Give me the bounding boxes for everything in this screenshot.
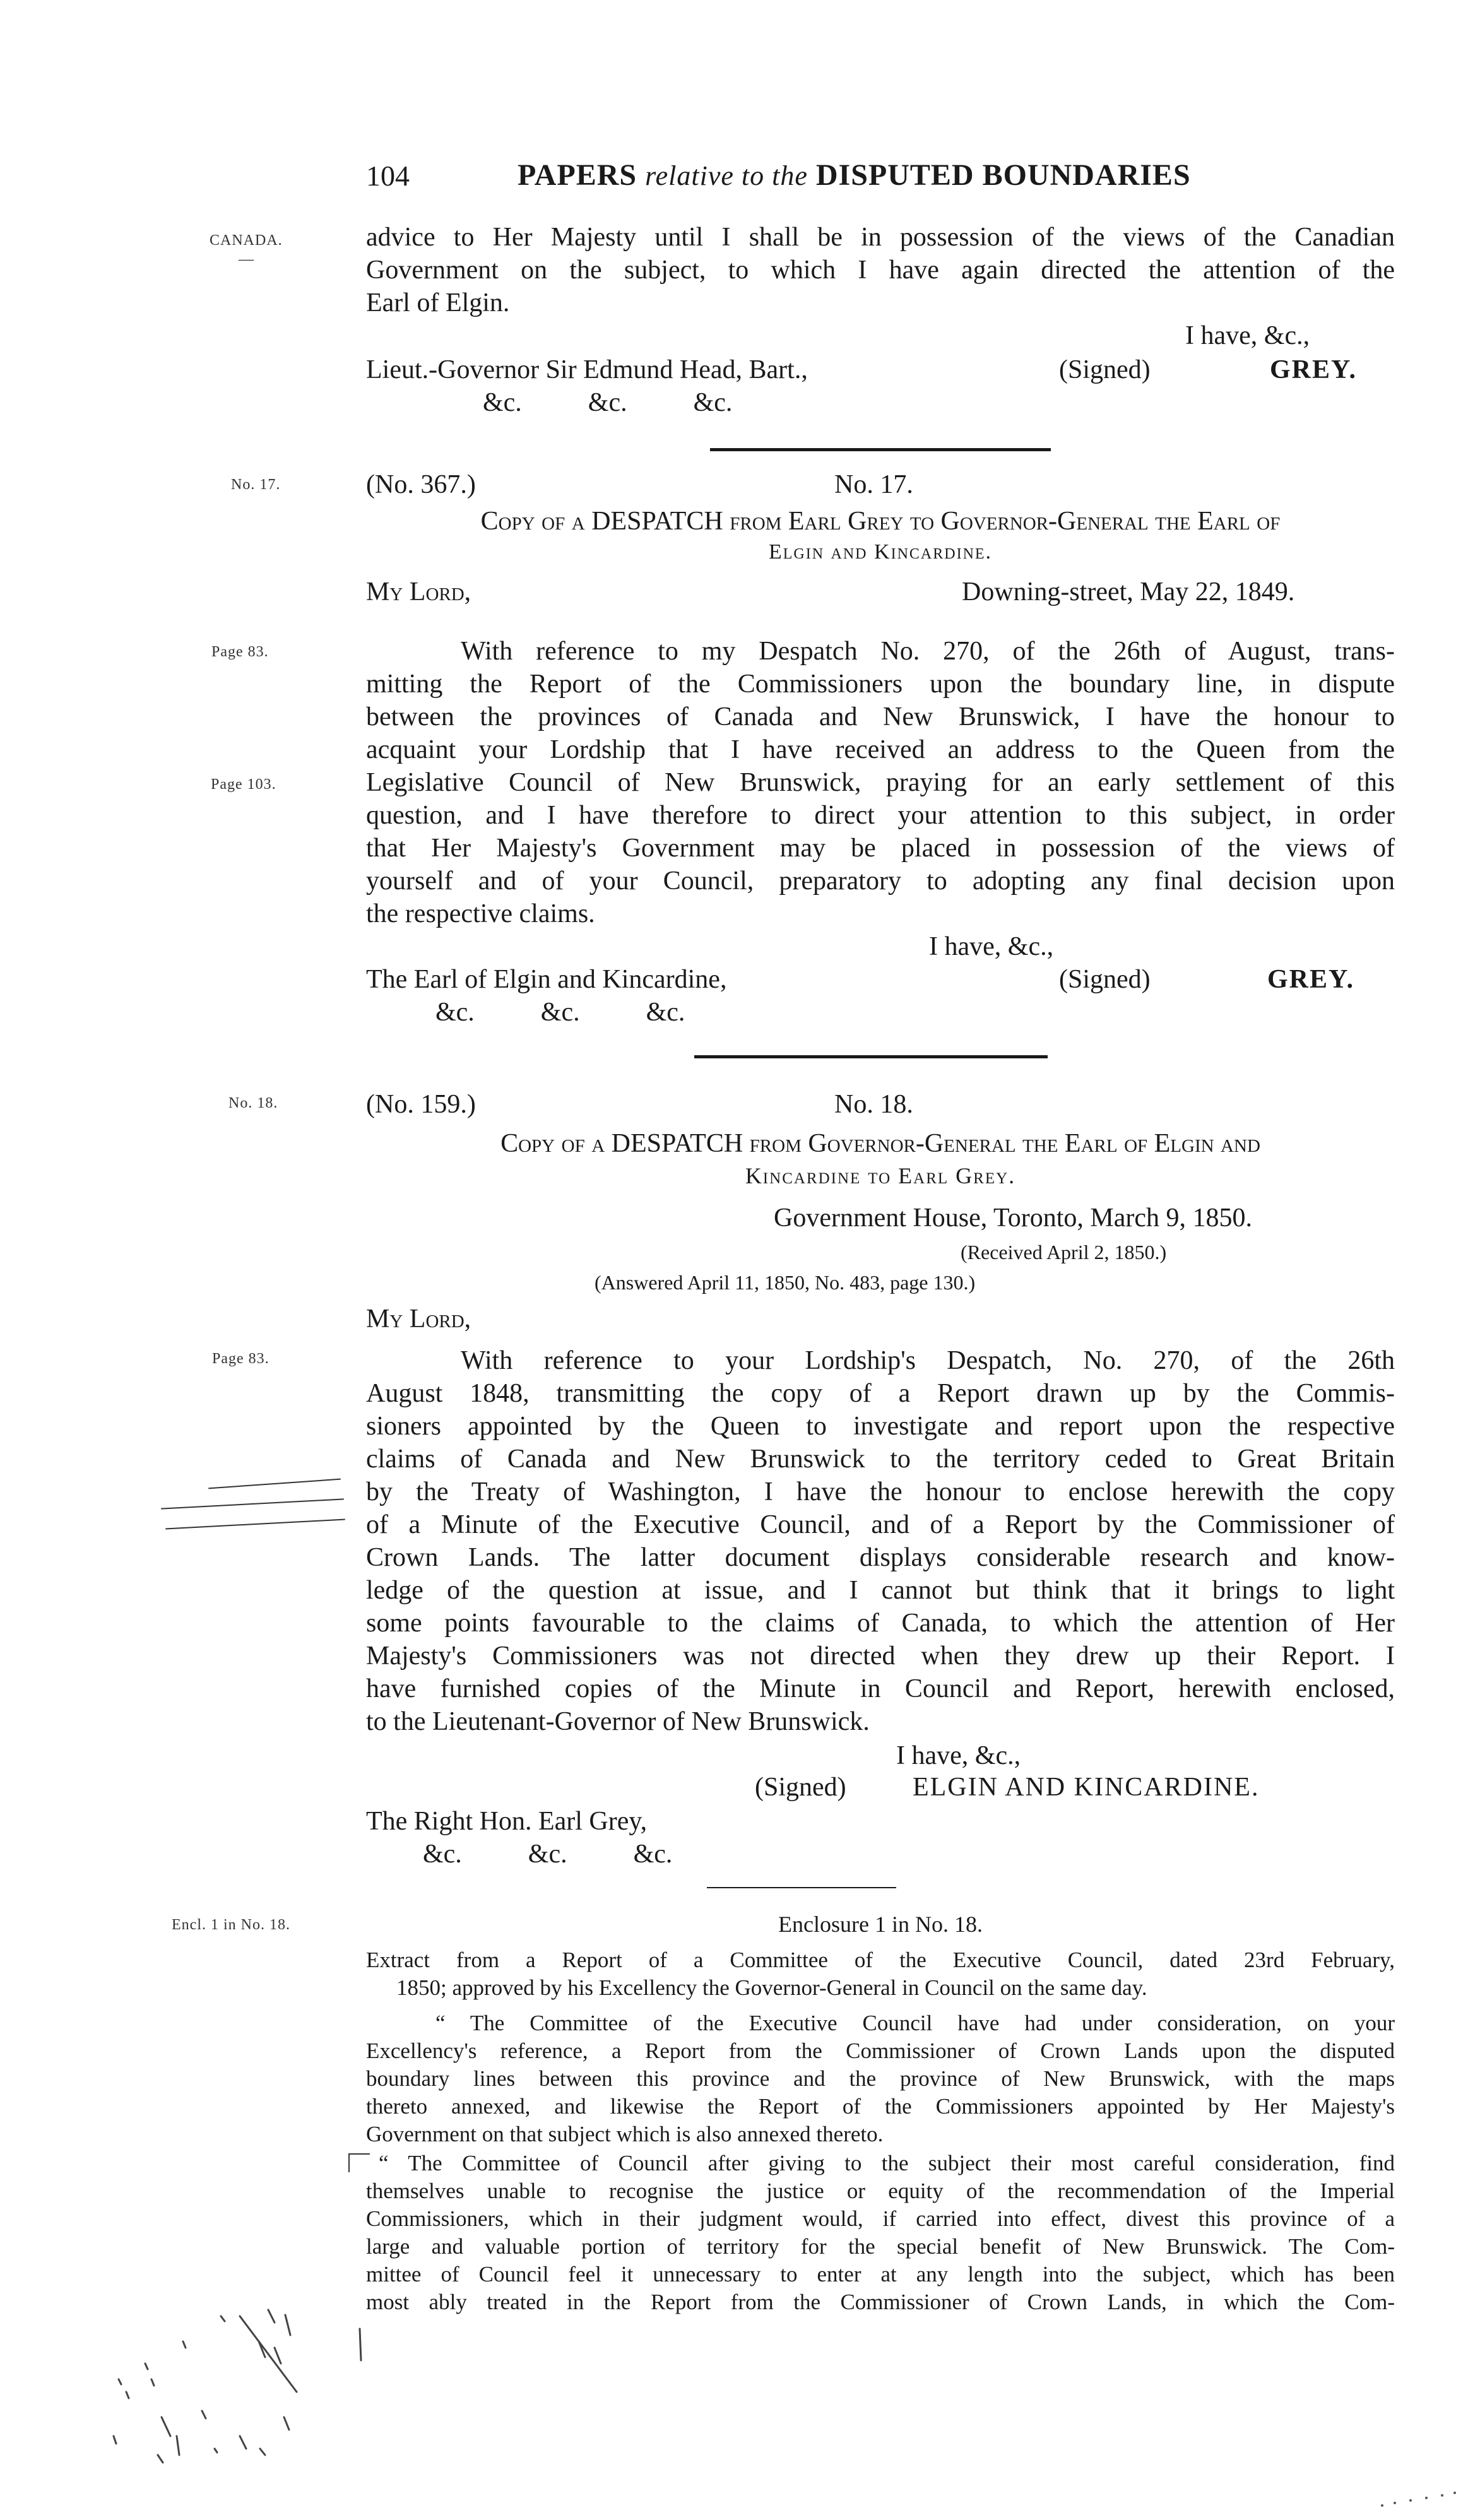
enclosure-para1-line-3: boundary lines between this province and the province of New Brunswick, with the maps xyxy=(366,2066,1395,2091)
section18-line-6: of a Minute of the Executive Council, and of a Report by the Commissioner of xyxy=(366,1510,1395,1539)
enclosure-heading: Enclosure 1 in No. 18. xyxy=(778,1912,983,1937)
section18-i-have: I have, &c., xyxy=(896,1741,1021,1770)
margin-note-page83b: Page 83. xyxy=(212,1351,269,1367)
section17-place-date: Downing-street, May 22, 1849. xyxy=(962,577,1295,606)
section18-line-5: by the Treaty of Washington, I have the honour to enclose herewith the copy xyxy=(366,1477,1395,1506)
section18-addressee: The Right Hon. Earl Grey, xyxy=(366,1807,648,1836)
section0-line-2: Government on the subject, to which I have again directed the attention of the xyxy=(366,256,1395,285)
pencil-mark-2 xyxy=(161,1498,344,1509)
section0-line-1: advice to Her Majesty until I shall be in possession of the views of the Canadian xyxy=(366,223,1395,252)
running-title-italic: relative to the xyxy=(645,160,808,191)
section18-ref: (No. 159.) xyxy=(366,1090,476,1119)
section17-line-3: between the provinces of Canada and New Brunswick, I have the honour to xyxy=(366,702,1395,731)
margin-note-no17: No. 17. xyxy=(231,476,281,493)
section18-signer: ELGIN AND KINCARDINE. xyxy=(913,1773,1260,1802)
pencil-bracket-vertical xyxy=(348,2153,350,2172)
section18-line-12: to the Lieutenant-Governor of New Brunswick. xyxy=(366,1707,870,1736)
margin-note-no18: No. 18. xyxy=(228,1095,278,1111)
section18-line-3: sioners appointed by the Queen to investigate and report upon the respective xyxy=(366,1412,1395,1441)
section17-line-2: mitting the Report of the Commissioners upon the boundary line, in dispute xyxy=(366,670,1395,699)
section18-line-8: ledge of the question at issue, and I cannot but think that it brings to light xyxy=(366,1576,1395,1605)
enclosure-para2-line-1: “ The Committee of Council after giving to the subject their most careful consideration, find xyxy=(379,2151,1395,2175)
divider-rule-1 xyxy=(710,448,1051,451)
section18-answered: (Answered April 11, 1850, No. 483, page 130.) xyxy=(595,1271,976,1294)
section18-line-7: Crown Lands. The latter document displays considerable research and know- xyxy=(366,1543,1395,1572)
enclosure-para2-line-2: themselves unable to recognise the justice or equity of the recommendation of the Imperial xyxy=(366,2179,1395,2203)
section18-signed: (Signed) xyxy=(755,1773,846,1802)
pencil-mark-1 xyxy=(208,1479,341,1489)
enclosure-para2-line-4: large and valuable portion of territory for the special benefit of New Brunswick. The Com- xyxy=(366,2234,1395,2259)
section18-line-4: claims of Canada and New Brunswick to the territory ceded to Great Britain xyxy=(366,1445,1395,1474)
section18-title-text: Copy of a DESPATCH from Governor-General the Earl of Elgin and xyxy=(500,1129,1260,1158)
enclosure-extract-line-1: Extract from a Report of a Committee of the Executive Council, dated 23rd February, xyxy=(366,1948,1395,1972)
enclosure-extract-line-2: 1850; approved by his Excellency the Governor-General in Council on the same day. xyxy=(396,1975,1147,2000)
section17-ref: (No. 367.) xyxy=(366,470,476,499)
section0-signed: (Signed) xyxy=(1059,355,1151,384)
margin-note-enclosure: Encl. 1 in No. 18. xyxy=(172,1917,290,1933)
running-title xyxy=(518,158,1191,192)
margin-note-page103: Page 103. xyxy=(211,776,276,793)
page-number: 104 xyxy=(366,160,410,192)
enclosure-para1-line-5: Government on that subject which is also annexed thereto. xyxy=(366,2122,884,2146)
enclosure-para1-line-4: thereto annexed, and likewise the Report of the Commissioners appointed by Her Majesty's xyxy=(366,2094,1395,2119)
enclosure-para1-line-2: Excellency's reference, a Report from the Commissioner of Crown Lands upon the disputed xyxy=(366,2038,1395,2063)
margin-note-canada-dash: — xyxy=(239,251,254,268)
section17-title-line-2: Elgin and Kincardine. xyxy=(768,540,993,564)
section18-salutation: My Lord, xyxy=(366,1304,471,1334)
section17-addressee: The Earl of Elgin and Kincardine, xyxy=(366,965,727,994)
section0-etc: &c. &c. &c. xyxy=(483,388,733,417)
section17-line-1: With reference to my Despatch No. 270, of the 26th of August, trans- xyxy=(461,637,1395,666)
section18-line-2: August 1848, transmitting the copy of a Report drawn up by the Commis- xyxy=(366,1379,1395,1408)
section17-i-have: I have, &c., xyxy=(929,932,1054,961)
section18-received: (Received April 2, 1850.) xyxy=(961,1241,1167,1263)
section17-signed: (Signed) xyxy=(1059,965,1151,994)
margin-note-page83a: Page 83. xyxy=(211,644,269,660)
section0-line-3: Earl of Elgin. xyxy=(366,288,510,317)
section18-line-9: some points favourable to the claims of Canada, to which the attention of Her xyxy=(366,1609,1395,1638)
section18-line-10: Majesty's Commissioners was not directed when they drew up their Report. I xyxy=(366,1642,1395,1671)
divider-rule-2 xyxy=(694,1055,1048,1058)
enclosure-para1-line-1: “ The Committee of the Executive Council have had under consideration, on your xyxy=(435,2011,1395,2035)
section17-line-5: Legislative Council of New Brunswick, praying for an early settlement of this xyxy=(366,768,1395,797)
section17-salutation: My Lord, xyxy=(366,577,471,606)
section17-line-8: yourself and of your Council, preparatory to adopting any final decision upon xyxy=(366,867,1395,896)
section0-signer: GREY. xyxy=(1270,355,1357,384)
running-title-prefix: PAPERS xyxy=(518,158,637,192)
section17-line-6: question, and I have therefore to direct your attention to this subject, in order xyxy=(366,801,1395,830)
section18-place-date: Government House, Toronto, March 9, 1850. xyxy=(774,1204,1252,1233)
section18-line-1: With reference to your Lordship's Despatch, No. 270, of the 26th xyxy=(461,1346,1395,1375)
pencil-bracket xyxy=(348,2153,370,2155)
running-title-suffix: DISPUTED BOUNDARIES xyxy=(815,158,1191,192)
section17-title-text: Copy of a DESPATCH from Earl Grey to Governor-General the Earl of xyxy=(480,507,1281,536)
section17-signer: GREY. xyxy=(1267,965,1354,994)
section17-title-line-1 xyxy=(366,505,1395,538)
section18-title-line-2: Kincardine to Earl Grey. xyxy=(745,1163,1016,1188)
section18-number: No. 18. xyxy=(834,1090,913,1119)
divider-rule-3 xyxy=(707,1887,896,1888)
section17-line-4: acquaint your Lordship that I have received an address to the Queen from the xyxy=(366,735,1395,764)
section18-etc: &c. &c. &c. xyxy=(423,1840,673,1869)
pencil-mark-3 xyxy=(165,1519,345,1530)
section17-line-7: that Her Majesty's Government may be placed in possession of the views of xyxy=(366,834,1395,863)
margin-note-canada: CANADA. xyxy=(210,232,283,249)
enclosure-para2-line-5: mittee of Council feel it unnecessary to enter at any length into the subject, which has been xyxy=(366,2262,1395,2286)
section18-title-line-1 xyxy=(366,1127,1395,1160)
enclosure-para2-line-6: most ably treated in the Report from the Commissioner of Crown Lands, in which the Com- xyxy=(366,2290,1395,2314)
section0-i-have: I have, &c., xyxy=(1185,321,1310,350)
corner-specks xyxy=(1376,2487,1464,2518)
pencil-scribbles xyxy=(50,2247,379,2512)
section18-line-11: have furnished copies of the Minute in Council and Report, herewith enclosed, xyxy=(366,1674,1395,1703)
section17-number: No. 17. xyxy=(834,470,913,499)
section17-etc: &c. &c. &c. xyxy=(435,998,685,1027)
enclosure-para2-line-3: Commissioners, which in their judgment would, if carried into effect, divest this province of a xyxy=(366,2206,1395,2231)
section0-addressee: Lieut.-Governor Sir Edmund Head, Bart., xyxy=(366,355,808,384)
section17-line-9: the respective claims. xyxy=(366,899,595,928)
